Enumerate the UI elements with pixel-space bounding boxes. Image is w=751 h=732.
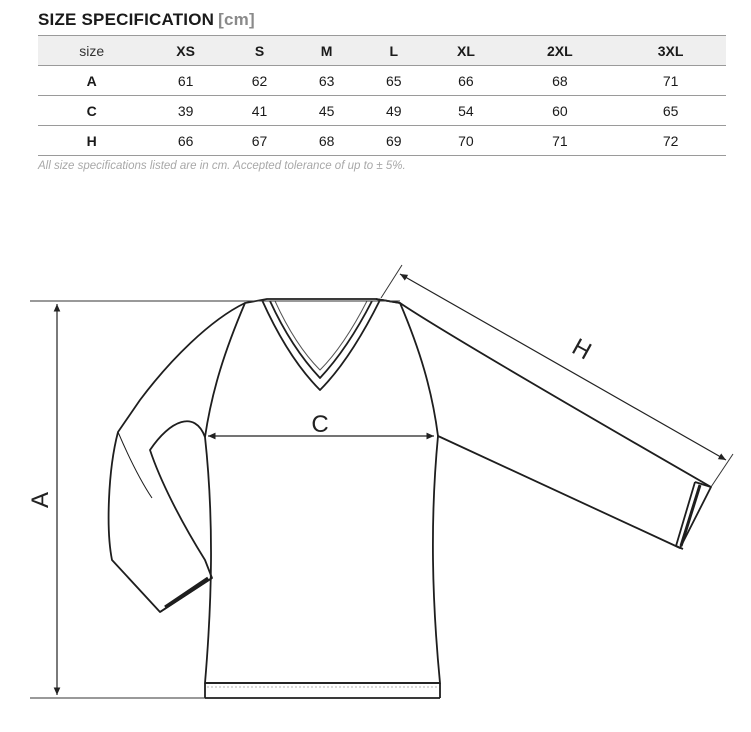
title-unit: [cm]: [218, 10, 255, 29]
tolerance-note: All size specifications listed are in cm. Accepted tolerance of up to ± 5%.: [38, 160, 406, 172]
table-cell: 54: [427, 96, 504, 126]
dimension-h: [381, 265, 733, 487]
table-cell: 66: [145, 126, 226, 156]
label-c: C: [311, 411, 329, 438]
row-label-c: C: [38, 96, 145, 126]
table-cell: 41: [226, 96, 293, 126]
size-header-s: S: [226, 36, 293, 66]
table-cell: 63: [293, 66, 360, 96]
shirt-body: [205, 299, 440, 683]
table-cell: 72: [615, 126, 726, 156]
dimension-c: [208, 411, 434, 438]
shirt-outline: [109, 299, 711, 698]
table-cell: 61: [145, 66, 226, 96]
size-header-xl: XL: [427, 36, 504, 66]
table-cell: 66: [427, 66, 504, 96]
table-cell: 69: [360, 126, 427, 156]
table-cell: 60: [505, 96, 616, 126]
table-cell: 65: [615, 96, 726, 126]
row-label-h: H: [38, 126, 145, 156]
table-cell: 39: [145, 96, 226, 126]
table-cell: 68: [505, 66, 616, 96]
row-label-a: A: [38, 66, 145, 96]
title-text: SIZE SPECIFICATION: [38, 10, 215, 29]
size-header-m: M: [293, 36, 360, 66]
table-cell: 45: [293, 96, 360, 126]
table-cell: 68: [293, 126, 360, 156]
table-cell: 65: [360, 66, 427, 96]
right-sleeve: [376, 299, 711, 548]
size-header-3xl: 3XL: [615, 36, 726, 66]
label-h: H: [567, 333, 596, 366]
size-header-l: L: [360, 36, 427, 66]
label-a: A: [27, 491, 54, 509]
size-header-2xl: 2XL: [505, 36, 616, 66]
table-cell: 49: [360, 96, 427, 126]
table-cell: 62: [226, 66, 293, 96]
table-cell: 70: [427, 126, 504, 156]
table-cell: 71: [505, 126, 616, 156]
size-header-xs: XS: [145, 36, 226, 66]
size-column-header: size: [38, 36, 145, 66]
table-cell: 71: [615, 66, 726, 96]
table-cell: 67: [226, 126, 293, 156]
